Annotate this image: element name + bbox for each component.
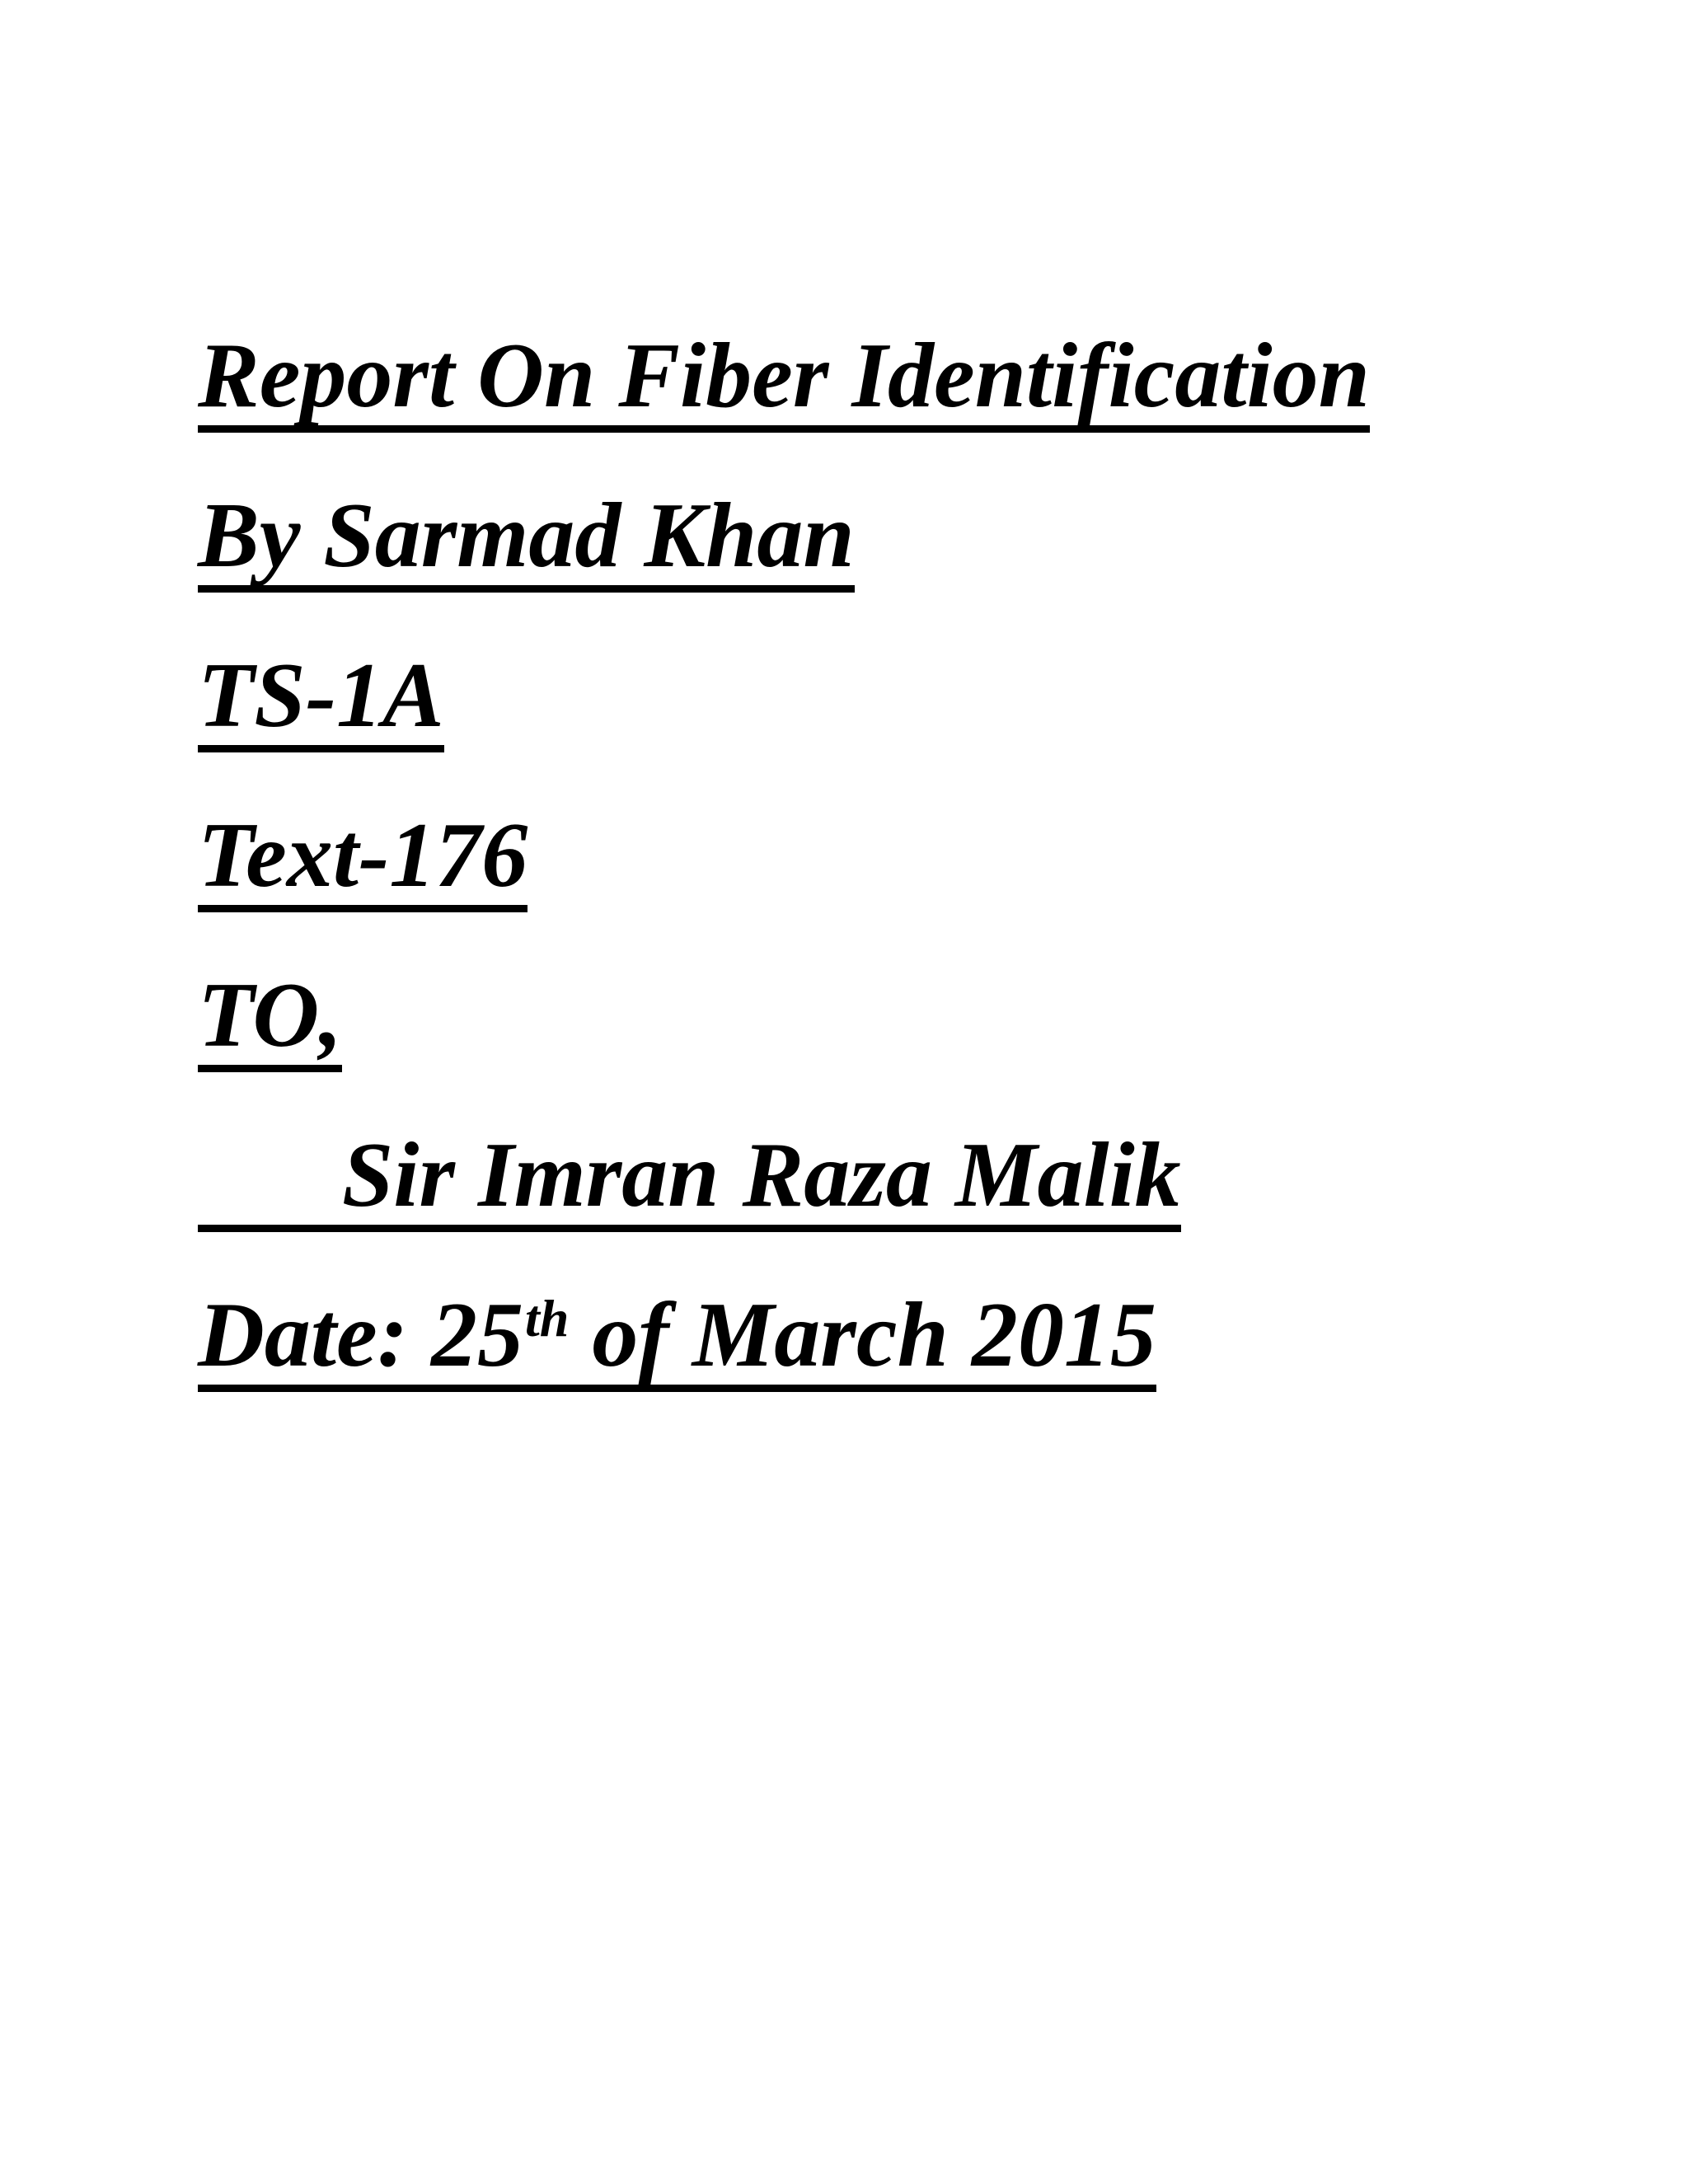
- date-line: [198, 1284, 1599, 1449]
- date-rest: of March 2015: [569, 1284, 1156, 1386]
- date-text: [198, 1284, 1156, 1392]
- date-prefix: Date: 25: [198, 1284, 524, 1386]
- to-label: TO,: [198, 969, 342, 1072]
- course-code: Text-176: [198, 809, 528, 912]
- cover-block: [198, 325, 1599, 1449]
- course-line: [198, 804, 1599, 969]
- report-title: Report On Fiber Identification: [198, 330, 1370, 433]
- recipient-line: [198, 1124, 1599, 1289]
- to-line: [198, 964, 1599, 1129]
- section-line: [198, 644, 1599, 809]
- author-line: [198, 485, 1599, 649]
- report-title-line: [198, 325, 1599, 490]
- author-name: By Sarmad Khan: [198, 490, 855, 593]
- recipient-name: Sir Imran Raza Malik: [198, 1129, 1181, 1232]
- section-code: TS-1A: [198, 649, 444, 752]
- date-ordinal-suffix: th: [525, 1289, 570, 1347]
